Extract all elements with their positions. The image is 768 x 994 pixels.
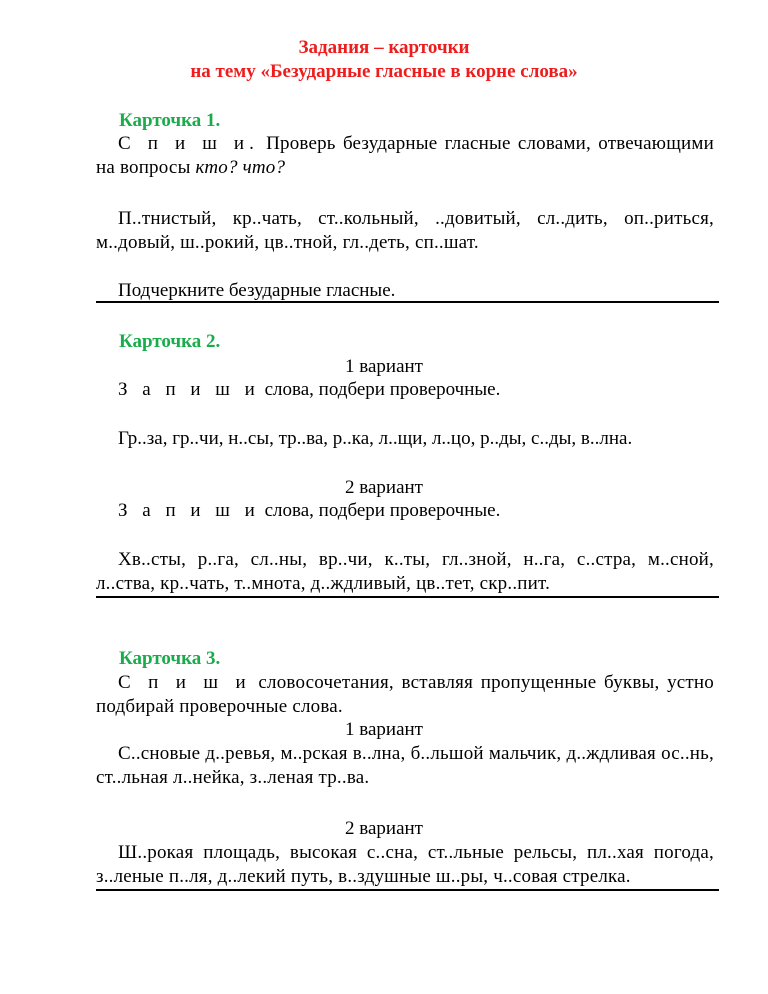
title-line-1: Задания – карточки (298, 37, 470, 58)
card-3-task (96, 671, 714, 719)
card-2-variant-1-task-text: слова, подбери проверочные. (259, 379, 501, 400)
card-3-variant-2-label: 2 вариант (345, 818, 423, 839)
card-1-task-text: Проверь безударные гласные словами, отвечающими на вопросы (96, 133, 714, 178)
card-3-variant-1-words: С..сновые д..ревья, м..рская в..лна, б..льшой мальчик, д..ждливая ос..нь, ст..льная л..нейка, з..леная тр..ва. (96, 743, 714, 788)
card-2-variant-2-task (96, 499, 714, 523)
card-2-variant-1-words: Гр..за, гр..чи, н..сы, тр..ва, р..ка, л..щи, л..цо, р..ды, с..ды, в..лна. (118, 428, 633, 449)
card-2-variant-1-task-verb: З а п и ш и (118, 379, 260, 400)
divider-3 (96, 889, 719, 891)
card-1-task (96, 132, 714, 180)
card-2-variant-2-words: Хв..сты, р..га, сл..ны, вр..чи, к..ты, гл..зной, н..га, с..стра, м..сной, л..ства, кр..чать, т..мнота, д..ждливый, цв..тет, скр..пит. (96, 549, 714, 594)
card-1-words: П..тнистый, кр..чать, ст..кольный, ..довитый, сл..дить, оп..риться, м..довый, ш..рокий, цв..тной, гл..деть, сп..шат. (96, 208, 714, 253)
card-3-task-verb: С п и ш и (118, 672, 251, 693)
card-3-variant-2-words: Ш..рокая площадь, высокая с..сна, ст..льные рельсы, пл..хая погода, з..леные п..ля, д..лекий путь, в..здушные ш..ры, ч..совая стрелка. (96, 842, 714, 887)
card-1-task-questions: кто? что? (195, 157, 286, 178)
card-3-variant-1-label: 1 вариант (345, 719, 423, 740)
card-1-task-verb: С п и ш и. (118, 133, 259, 154)
card-1-note: Подчеркните безударные гласные. (118, 280, 396, 301)
card-3-heading: Карточка 3. (119, 648, 221, 669)
card-2-variant-1-task (96, 378, 714, 402)
card-2-variant-2-task-text: слова, подбери проверочные. (259, 500, 501, 521)
card-2-variant-2-label: 2 вариант (345, 477, 423, 498)
card-2-variant-1-label: 1 вариант (345, 356, 423, 377)
title-line-2: на тему «Безударные гласные в корне слова» (190, 61, 578, 82)
divider-1 (96, 301, 719, 303)
divider-2 (96, 596, 719, 598)
card-1-heading: Карточка 1. (119, 110, 221, 131)
card-2-variant-2-task-verb: З а п и ш и (118, 500, 260, 521)
card-2-heading: Карточка 2. (119, 331, 221, 352)
card-3-task-text: словосочетания, вставляя пропущенные буквы, устно подбирай проверочные слова. (96, 672, 714, 717)
